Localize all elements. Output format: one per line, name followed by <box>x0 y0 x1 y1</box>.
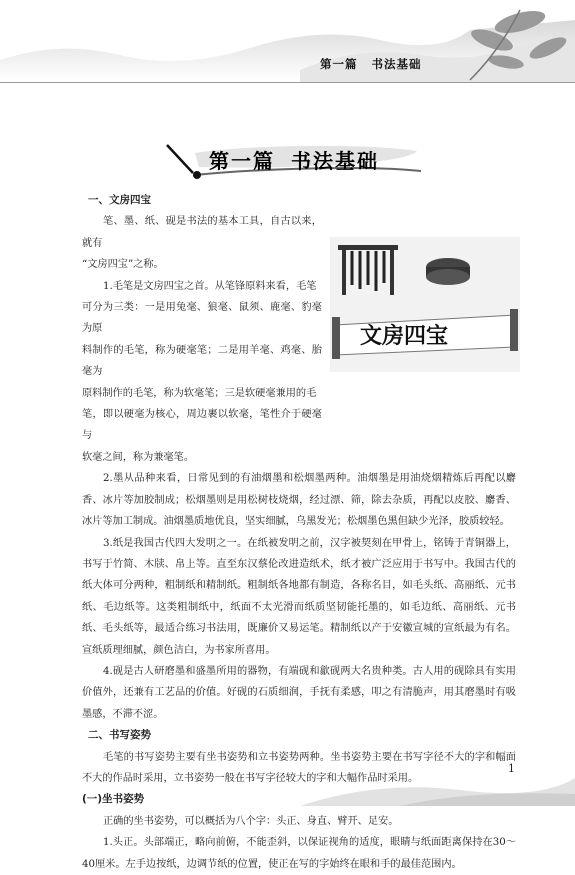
header-rule <box>0 82 575 83</box>
header-landscape-ornament <box>0 0 575 100</box>
ink-paragraph: 2.墨从品种来看，日常见到的有油烟墨和松烟墨两种。油烟墨是用油烧烟精炼后再配以麝香、冰片等加胶制成；松烟墨则是用松树枝烧烟，经过漂、筛，除去杂质，再配以皮胶、麝香、冰片等加工制成。油烟墨质地优良，坚实细腻，乌黑发光；松烟墨色黑但缺少光泽，胶质较轻。 <box>82 473 516 528</box>
chapter-title-block <box>165 135 425 183</box>
section-heading-treasures: 一、文房四宝 <box>88 194 151 206</box>
intro-line-1: 笔、墨、纸、砚是书法的基本工具，自古以来，就有 <box>82 216 322 249</box>
brush-line-4: 原料制作的毛笔，称为软毫笔；三是软硬毫兼用的毛 <box>82 387 317 399</box>
page-number: 1 <box>508 762 515 775</box>
sitting-summary: 正确的坐书姿势，可以概括为八个字：头正、身直、臂开、足安。 <box>103 815 399 827</box>
chapter-name: 书法基础 <box>291 149 379 173</box>
scroll-calligraphy: 文房四宝 <box>360 323 449 349</box>
paper-paragraph: 3.纸是我国古代四大发明之一。在纸被发明之前，汉字被契刻在甲骨上，铭铸于青铜器上，书写于竹简、木牍、帛上等。直至东汉蔡伦改进造纸术，纸才被广泛应用于书写中。我国古代的纸大体可分两种，粗制纸和精制纸。粗制纸各地都有制造，各称名目，如毛头纸、高丽纸、元书纸、毛边纸等。这类粗制纸中，纸面不太光滑而纸质坚韧能托墨的，如毛边纸、高丽纸、元书纸、毛头纸等，最适合练习书法用，既廉价又易运笔。精制纸以产于安徽宣城的宣纸最为有名。宣纸质理细腻，颜色洁白，为书家所喜用。 <box>82 537 516 656</box>
footer-landscape-ornament <box>0 760 575 806</box>
brush-line-1: 1.毛笔是文房四宝之首。从笔锋原料来看，毛笔 <box>103 280 317 292</box>
subsection-heading-sitting: (一)坐书姿势 <box>82 793 145 806</box>
header-part: 第一篇 <box>320 57 358 71</box>
chapter-title <box>209 145 379 174</box>
inkstone-paragraph: 4.砚是古人研磨墨和盛墨所用的器物，有端砚和歙砚两大名贵种类。古人用的砚除具有实用价值外，还兼有工艺品的价值。好砚的石质细润，手抚有柔感，叩之有清脆声，用其磨墨时有吸墨感，不滞不涩。 <box>82 665 516 720</box>
posture-paragraph: 毛笔的书写姿势主要有坐书姿势和立书姿势两种。坐书姿势主要在书写字径不大的字和幅面不大的作品时采用，立书姿势一般在书写字径较大的字和大幅作品时采用。 <box>82 751 516 784</box>
section-heading-posture: 二、书写姿势 <box>88 729 151 742</box>
intro-line-2: “文房四宝”之称。 <box>82 259 164 271</box>
header-running-title <box>320 56 436 72</box>
page-header <box>0 0 575 100</box>
brush-line-2: 可分为三类：一是用兔毫、狼毫、鼠须、鹿毫、豹毫为原 <box>82 302 322 335</box>
brush-line-3: 料制作的毛笔，称为硬毫笔；二是用羊毫、鸡毫、胎毫为 <box>82 344 322 378</box>
header-title: 书法基础 <box>371 57 422 71</box>
head-upright-paragraph: 1.头正。头部端正，略向前俯，不能歪斜，以保证视角的适度，眼睛与纸面距离保持在30～40厘米。左手边按纸，边调节纸的位置，使正在写的字始终在眼和手的最佳范围内。 <box>82 837 516 870</box>
chapter-part: 第一篇 <box>209 149 275 173</box>
brush-line-6: 软毫之间，称为兼毫笔。 <box>82 451 195 463</box>
brush-line-5: 笔，即以硬毫为核心，周边裹以软毫，笔性介于硬毫与 <box>82 409 322 442</box>
page-footer <box>0 760 575 806</box>
